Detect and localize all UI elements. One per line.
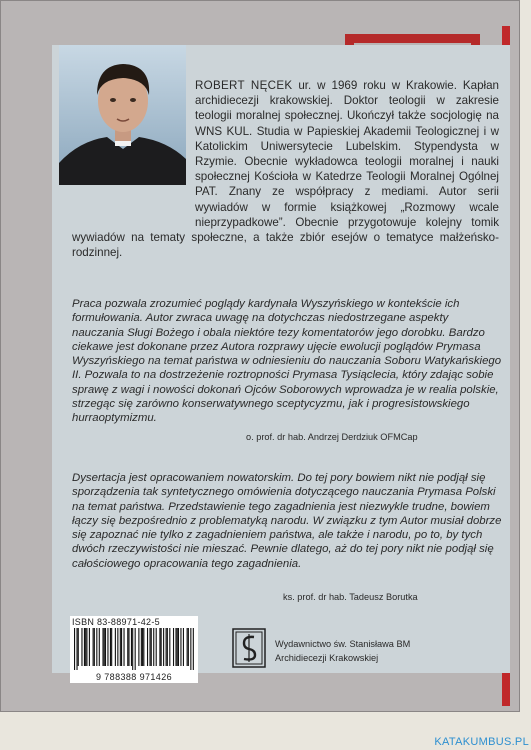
watermark: KATAKUMBUS.PL (434, 736, 529, 748)
review-signature: o. prof. dr hab. Andrzej Derdziuk OFMCap (246, 432, 418, 442)
publisher-logo-icon (232, 628, 266, 668)
author-name: ROBERT NĘCEK (195, 79, 293, 92)
review-quote: Praca pozwala zrozumieć poglądy kardynała Wyszyńskiego w kontekście ich formułowania. Autor zwraca uwagę na dotychczas niedostrzegane aspekty nauczania Sługi Bożego i obala niektóre tezy komentatorów jego dorobku. Bardzo ciekawe jest dokonane przez Autora rozprawy ujęcie ewolucji poglądów Prymasa Wyszyńskiego na temat państwa w odniesieniu do nauczania Soboru Watykańskiego II. Pozwala to na dostrzeżenie roztropności Prymasa Tysiąclecia, który zdając sobie sprawę z wagi i nowości dokonań Ojców Soborowych wprowadza je w realia polskie, strzegąc się zarówno konserwatywnego sceptycyzmu, jak i progresistowskiego hurraoptymizmu. (72, 298, 502, 425)
isbn-label: ISBN 83-88971-42-5 (72, 617, 160, 627)
publisher-line: Archidiecezji Krakowskiej (275, 652, 379, 663)
author-bio-text: ur. w 1969 roku w Krakowie. Kapłan archidiecezji krakowskiej. Doktor teologii w zakresie teologii moralnej społecznej. Ukończył także socjologię na WNS KUL. Studia w Papieskiej Akademii Teologicznej i w Katolickim Uniwersytecie Lubelskim. Stypendysta w Rzymie. Obecnie wykładowca teologii moralnej i nauki społecznej Kościoła w Katedrze Teologii Moralnej Ogólnej PAT. Znany ze współpracy z mediami. Autor serii wywiadów w formie książkowej „Rozmowy wcale nieprzypadkowe”. Obecnie przygotowuje kolejny tomik wywiadów na tematy społeczne, a także zbiór esejów o tematyce małżeńsko-rodzinnej. (72, 79, 499, 260)
review-signature: ks. prof. dr hab. Tadeusz Borutka (283, 592, 418, 602)
isbn-barcode (70, 616, 198, 683)
author-bio (72, 78, 499, 260)
publisher-name (275, 638, 410, 665)
barcode-bars (74, 628, 194, 670)
barcode-number: 9 788388 971426 (95, 672, 173, 682)
review-quote: Dysertacja jest opracowaniem nowatorskim. Do tej pory bowiem nikt nie podjął się sporządzenia tak syntetycznego omówienia dotyczącego nauczania Prymasa Polski na temat państwa. Przedstawienie tego zagadnienia jest niezwykle trudne, bowiem łączy się bezpośrednio z problematyką narodu. W związku z tym Autor musiał dobrze się zapoznać nie tylko z zagadnieniem państwa, ale także i narodu, po to, by tych dwóch rzeczywistości nie mieszać. Pewnie dlatego, aż do tej pory nikt nie podjął się całościowego opracowania tego zagadnienia. (72, 472, 502, 570)
publisher-line: Wydawnictwo św. Stanisława BM (275, 639, 411, 649)
